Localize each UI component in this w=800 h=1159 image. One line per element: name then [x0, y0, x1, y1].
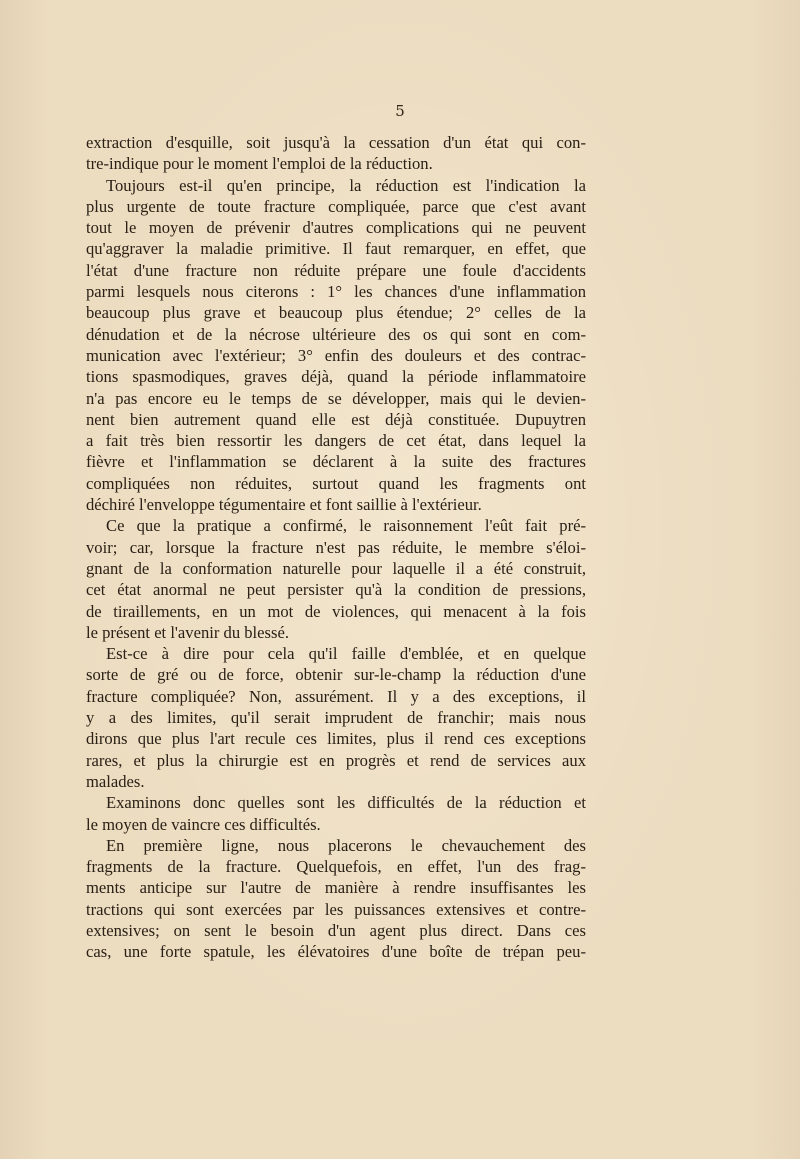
text-line: beaucoup plus grave et beaucoup plus étendue; 2° celles de la: [86, 303, 586, 323]
text-line: a fait très bien ressortir les dangers de cet état, dans lequel la: [86, 431, 586, 451]
text-line: parmi lesquels nous citerons : 1° les chances d'une inflammation: [86, 282, 586, 302]
text-line: tions spasmodiques, graves déjà, quand la période inflammatoire: [86, 367, 586, 387]
text-line: extensives; on sent le besoin d'un agent plus direct. Dans ces: [86, 920, 586, 940]
text-line: rares, et plus la chirurgie est en progrès et rend de services aux: [86, 750, 586, 770]
text-line: munication avec l'extérieur; 3° enfin des douleurs et des contrac-: [86, 345, 586, 365]
page-number: 5: [395, 102, 405, 120]
text-line: extraction d'esquille, soit jusqu'à la cessation d'un état qui con-: [86, 133, 586, 152]
text-line: dirons que plus l'art recule ces limites, plus il rend ces exceptions: [86, 729, 586, 749]
body-text: [86, 132, 586, 963]
text-line: déchiré l'enveloppe tégumentaire et font saillie à l'extérieur.: [86, 495, 482, 515]
text-line: fracture compliquée? Non, assurément. Il y a des exceptions, il: [86, 686, 586, 706]
text-line: ments anticipe sur l'autre de manière à rendre insuffisantes les: [86, 878, 586, 898]
text-line: fragments de la fracture. Quelquefois, en effet, l'un des frag-: [86, 857, 586, 877]
text-line: le présent et l'avenir du blessé.: [86, 622, 289, 642]
text-line: y a des limites, qu'il serait imprudent de franchir; mais nous: [86, 708, 586, 728]
text-line: tre-indique pour le moment l'emploi de la réduction.: [86, 154, 433, 174]
text-line: dénudation et de la nécrose ultérieure des os qui sont en com-: [86, 324, 586, 344]
text-line: gnant de la conformation naturelle pour laquelle il a été construit,: [86, 558, 586, 578]
text-line: En première ligne, nous placerons le chevauchement des: [106, 835, 586, 855]
text-line: cas, une forte spatule, les élévatoires d'une boîte de trépan peu-: [86, 942, 586, 962]
text-line: l'état d'une fracture non réduite prépare une foule d'accidents: [86, 260, 586, 280]
text-line: nent bien autrement quand elle est déjà constituée. Dupuytren: [86, 409, 586, 429]
text-line: Examinons donc quelles sont les difficultés de la réduction et: [106, 793, 586, 813]
text-line: cet état anormal ne peut persister qu'à la condition de pressions,: [86, 580, 586, 600]
text-line: malades.: [86, 771, 145, 791]
text-line: le moyen de vaincre ces difficultés.: [86, 814, 321, 834]
text-line: sorte de gré ou de force, obtenir sur-le-champ la réduction d'une: [86, 665, 586, 685]
text-line: Toujours est-il qu'en principe, la réduction est l'indication la: [106, 175, 586, 195]
text-line: Ce que la pratique a confirmé, le raisonnement l'eût fait pré-: [106, 516, 586, 536]
text-line: Est-ce à dire pour cela qu'il faille d'emblée, et en quelque: [106, 644, 586, 664]
text-line: voir; car, lorsque la fracture n'est pas réduite, le membre s'éloi-: [86, 537, 586, 557]
text-line: plus urgente de toute fracture compliquée, parce que c'est avant: [86, 196, 586, 216]
text-line: tout le moyen de prévenir d'autres complications qui ne peuvent: [86, 218, 586, 238]
text-line: de tiraillements, en un mot de violences, qui menacent à la fois: [86, 601, 586, 621]
text-line: compliquées non réduites, surtout quand les fragments ont: [86, 473, 586, 493]
text-line: fièvre et l'inflammation se déclarent à la suite des fractures: [86, 452, 586, 472]
text-line: n'a pas encore eu le temps de se développer, mais qui le devien-: [86, 388, 586, 408]
text-line: tractions qui sont exercées par les puissances extensives et contre-: [86, 899, 586, 919]
text-line: qu'aggraver la maladie primitive. Il faut remarquer, en effet, que: [86, 239, 586, 259]
